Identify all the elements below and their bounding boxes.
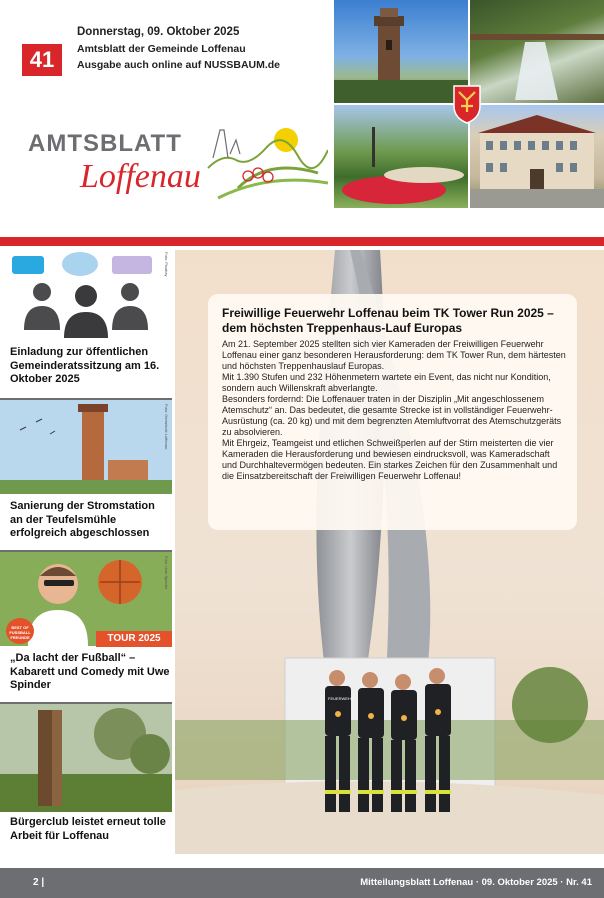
shirt-text: FEUERWEHR <box>328 696 354 701</box>
article-paragraph: Mit Ehrgeiz, Teamgeist und etlichen Schweißperlen auf der Stirn meisterten die vier Kameraden die Herausforderung und bewiesen eindrucksvoll, was Kameradschaft und Durchhaltevermögen bedeuten. Ein starkes Zeichen für den Zusammenhalt und die Einsatzbereitschaft der Freiwilligen Feuerwehr Loffenau! <box>222 438 558 481</box>
teaser-title: Sanierung der Stromstation an der Teufelsmühle erfolgreich abgeschlossen <box>10 500 155 539</box>
photo-park-flowers <box>334 105 468 208</box>
logo-word-amtsblatt: AMTSBLATT <box>28 130 182 157</box>
page-footer <box>0 868 604 898</box>
article-text-box <box>208 294 577 530</box>
article-paragraph: Mit 1.390 Stufen und 232 Höhenmetern wartete ein Event, das nicht nur Kondition, sondern auch Willenskraft abverlangte. <box>222 372 551 393</box>
teaser-cabaret[interactable] <box>0 552 172 702</box>
photo-credit: Foto: Gemeinde Loffenau <box>164 404 169 450</box>
issue-number-badge: 41 <box>22 44 62 76</box>
teaser-image-speech-people <box>0 248 172 344</box>
coat-of-arms-icon <box>452 84 482 124</box>
masthead-info <box>77 24 280 73</box>
teaser-image-tower-drawing <box>0 400 172 494</box>
amtsblatt-logo <box>28 118 328 208</box>
teaser-council-meeting[interactable] <box>0 248 172 398</box>
teaser-image-wooden-clothespin <box>0 704 172 812</box>
issue-date: Donnerstag, 09. Oktober 2025 <box>77 26 240 38</box>
page-number: 2 | <box>33 877 45 888</box>
photo-town-hall <box>470 105 604 208</box>
footer-info: Mitteilungsblatt Loffenau · 09. Oktober 2025 · Nr. 41 <box>360 877 592 888</box>
best-of-badge: BEST OF FUSSBALL FREUNDE <box>6 618 34 644</box>
photo-teufelsmuehle-tower <box>334 0 468 103</box>
article-paragraph: Am 21. September 2025 stellten sich vier Kameraden der Freiwilligen Feuerwehr Loffenau einer ganz besonderen Herausforderung: dem TK Tower Run, dem härtesten und höchsten Treppenhauslauf Europas. <box>222 339 566 371</box>
tour-label: TOUR 2025 <box>96 631 172 647</box>
online-line: Ausgabe auch online auf NUSSBAUM.de <box>77 59 281 71</box>
logo-word-loffenau: Loffenau <box>80 158 201 195</box>
teaser-title: Einladung zur öffentlichen Gemeinderatssitzung am 16. Oktober 2025 <box>10 346 160 385</box>
teaser-title: „Da lacht der Fußball“ – Kabarett und Comedy mit Uwe Spinder <box>10 652 170 691</box>
photo-credit: Foto: Uwe Spinder <box>164 556 169 590</box>
article-paragraph: Besonders fordernd: Die Loffenauer traten in der Disziplin „Mit angeschlossenem Atemschutz“ an. Das bedeutet, die gesamte Strecke ist in vollständiger Feuerwehr-Ausrüstung (ca. 20 kg) und mit dem begrenzten Atemluftvorrat des Atemschutzgeräts zu absolvieren. <box>222 394 562 437</box>
teaser-title: Bürgerclub leistet erneut tolle Arbeit für Loffenau <box>10 816 166 842</box>
article-body <box>222 339 567 482</box>
photo-waterfall <box>470 0 604 103</box>
article-title: Freiwillige Feuerwehr Loffenau beim TK Tower Run 2025 – dem höchsten Treppenhaus-Lauf Europas <box>222 306 554 335</box>
teaser-buergerclub[interactable] <box>0 704 172 854</box>
logo-landscape-graphic <box>178 118 328 208</box>
teaser-power-station[interactable] <box>0 400 172 550</box>
publisher-line: Amtsblatt der Gemeinde Loffenau <box>77 43 246 55</box>
header-divider <box>0 237 604 246</box>
photo-credit: Foto: Pixabay <box>164 252 169 277</box>
